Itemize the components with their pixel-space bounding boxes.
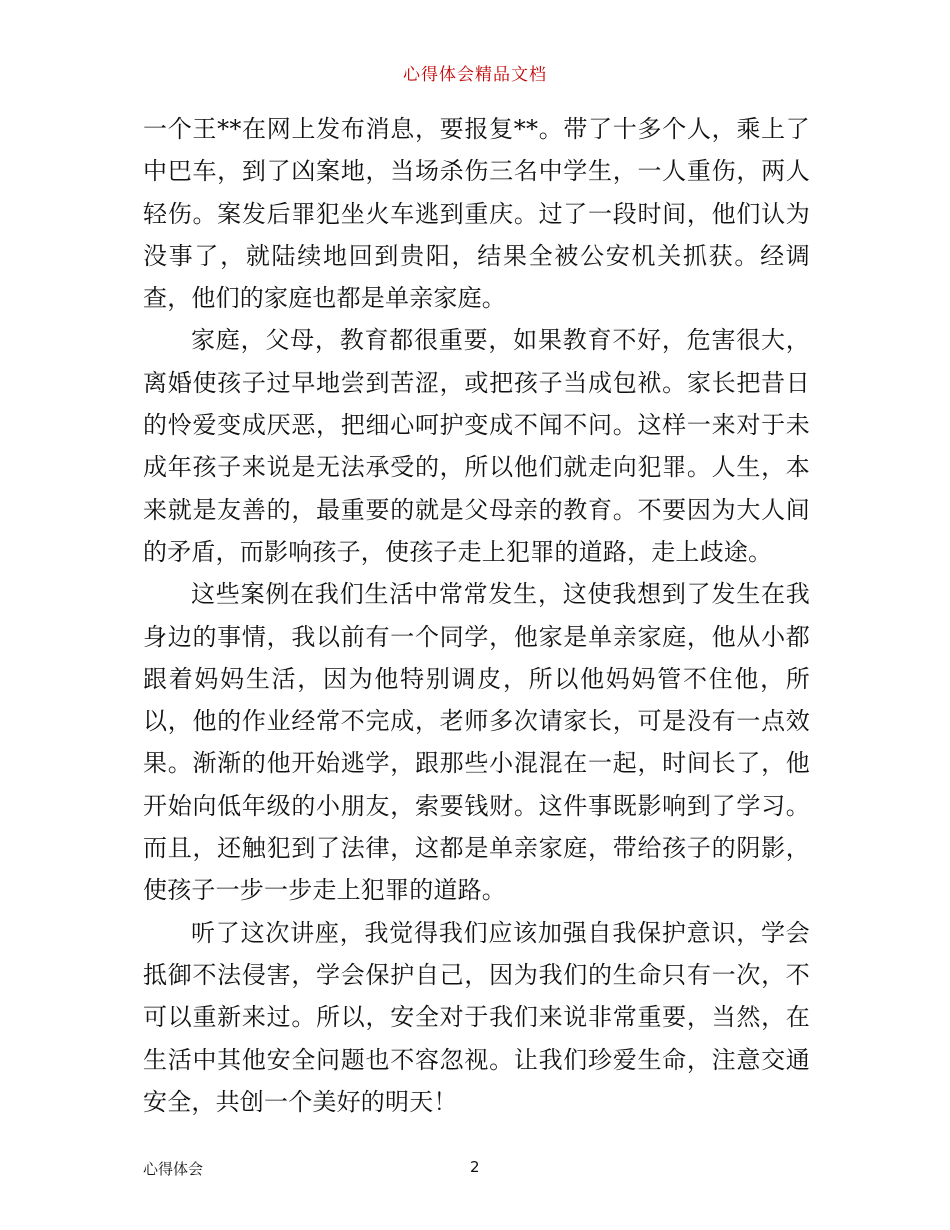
document-header-title: 心得体会精品文档 [403, 65, 547, 85]
text-line: 抵御不法侵害，学会保护自己，因为我们的生命只有一次，不 [143, 960, 810, 989]
text-line: 中巴车，到了凶案地，当场杀伤三名中学生，一人重伤，两人 [143, 157, 810, 186]
paragraph [143, 319, 810, 573]
paragraph [143, 912, 810, 1123]
text-line: 跟着妈妈生活，因为他特别调皮，所以他妈妈管不住他，所 [143, 664, 810, 693]
text-line: 这些案例在我们生活中常常发生，这使我想到了发生在我 [191, 580, 810, 609]
text-line: 安全，共创一个美好的明天！ [143, 1087, 458, 1116]
text-line: 家庭，父母，教育都很重要，如果教育不好，危害很大， [191, 326, 810, 355]
text-line: 果。渐渐的他开始逃学，跟那些小混混在一起，时间长了，他 [143, 749, 810, 778]
text-line: 离婚使孩子过早地尝到苦涩，或把孩子当成包袱。家长把昔日 [143, 368, 810, 397]
text-line: 听了这次讲座，我觉得我们应该加强自我保护意识，学会 [191, 918, 810, 947]
text-line: 轻伤。案发后罪犯坐火车逃到重庆。过了一段时间，他们认为 [143, 199, 810, 228]
page-number: 2 [470, 1158, 480, 1176]
document-body [143, 108, 810, 1123]
text-line: 来就是友善的，最重要的就是父母亲的教育。不要因为大人间 [143, 495, 810, 524]
text-line: 成年孩子来说是无法承受的，所以他们就走向犯罪。人生，本 [143, 453, 810, 482]
text-line: 而且，还触犯到了法律，这都是单亲家庭，带给孩子的阴影， [143, 834, 810, 863]
text-line: 开始向低年级的小朋友，索要钱财。这件事既影响到了学习。 [143, 791, 810, 820]
text-line: 使孩子一步一步走上犯罪的道路。 [143, 876, 506, 905]
footer-label: 心得体会 [143, 1160, 204, 1178]
text-line: 生活中其他安全问题也不容忽视。让我们珍爱生命，注意交通 [143, 1045, 810, 1074]
paragraph [143, 573, 810, 911]
text-line: 的怜爱变成厌恶，把细心呵护变成不闻不问。这样一来对于未 [143, 411, 810, 440]
text-line: 可以重新来过。所以，安全对于我们来说非常重要，当然，在 [143, 1003, 810, 1032]
paragraph [143, 108, 810, 319]
text-line: 的矛盾，而影响孩子，使孩子走上犯罪的道路，走上歧途。 [143, 537, 773, 566]
text-line: 一个王**在网上发布消息，要报复**。带了十多个人，乘上了 [143, 115, 810, 143]
text-line: 以，他的作业经常不完成，老师多次请家长，可是没有一点效 [143, 707, 810, 736]
text-line: 没事了，就陆续地回到贵阳，结果全被公安机关抓获。经调 [143, 241, 810, 270]
text-line: 身边的事情，我以前有一个同学，他家是单亲家庭，他从小都 [143, 622, 810, 651]
text-line: 查，他们的家庭也都是单亲家庭。 [143, 284, 506, 313]
